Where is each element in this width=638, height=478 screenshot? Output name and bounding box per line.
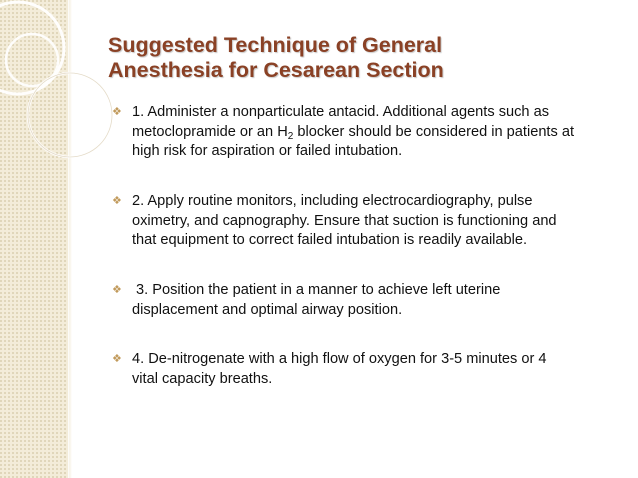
bullet-diamond-icon: ❖: [112, 195, 122, 207]
bullet-1-line-1: 1. Administer a nonparticulate antacid. Additional agents such as: [132, 104, 549, 120]
bullet-3-line-2: displacement and optimal airway position.: [132, 301, 403, 318]
decorative-circle-lower: [28, 73, 112, 157]
bullet-diamond-icon: ❖: [112, 106, 122, 118]
bullet-3-line-1: 3. Position the patient in a manner to achieve left uterine: [132, 282, 501, 298]
bullet-1-line-3: high risk for aspiration or failed intubation.: [132, 143, 403, 159]
bullet-diamond-icon: ❖: [112, 353, 122, 365]
bullet-2-line-3: that equipment to correct failed intubation is readily available.: [132, 232, 528, 248]
bullet-text-2: [132, 192, 624, 251]
bullet-4-line-1: 4. De-nitrogenate with a high flow of oxygen for 3-5 minutes or 4: [132, 351, 547, 367]
slide-title-line-1: Suggested Technique of General: [108, 33, 443, 57]
decorative-circles-icon: [0, 0, 130, 170]
bullet-text-1: [132, 103, 624, 162]
bullet-diamond-icon: ❖: [112, 284, 122, 296]
bullet-4-line-2: vital capacity breaths.: [132, 370, 273, 387]
bullet-text-3: [132, 281, 624, 320]
bullet-2-line-1: 2. Apply routine monitors, including electrocardiography, pulse: [132, 193, 533, 209]
bullet-1-line-2-post: blocker should be considered in patients at: [293, 123, 575, 140]
bullet-1-subscript: 2: [287, 130, 294, 142]
slide-title-line-2: Anesthesia for Cesarean Section: [108, 58, 444, 82]
slide-title: [108, 33, 608, 83]
bullet-1-line-2: [132, 123, 624, 143]
bullet-2-line-2: oximetry, and capnography. Ensure that suction is functioning and: [132, 212, 557, 229]
bullet-1-line-2-pre: metoclopramide or an H: [132, 123, 288, 140]
bullet-text-4: [132, 350, 624, 389]
